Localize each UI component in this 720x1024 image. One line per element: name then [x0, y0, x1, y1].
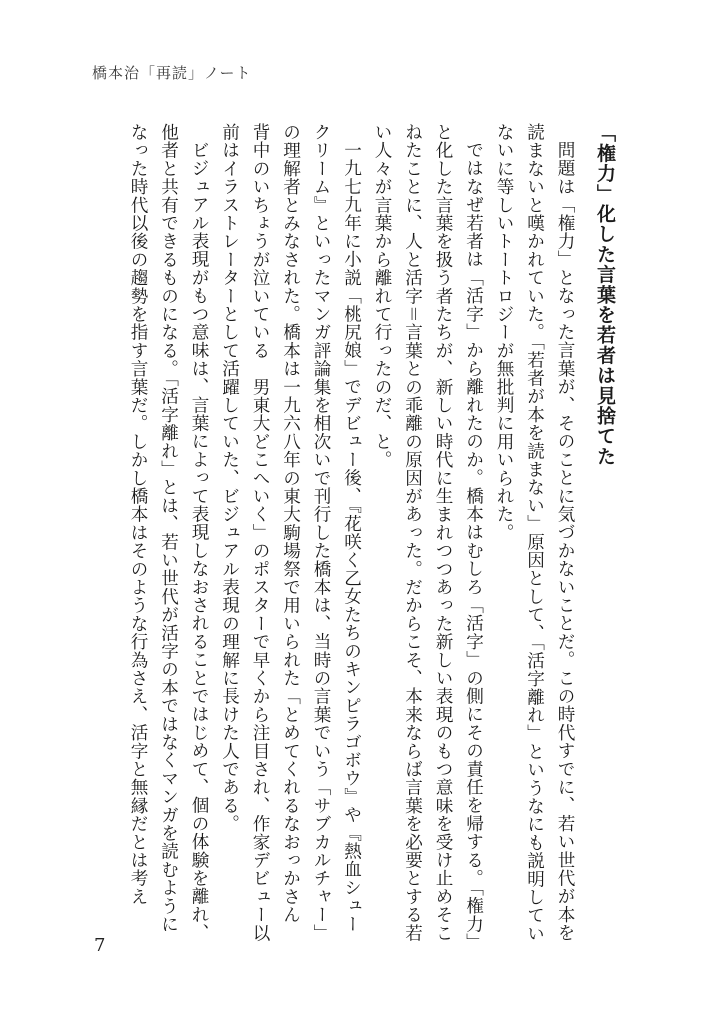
paragraph-1: 問題は「権力」となった言葉が、そのことに気づかないことだ。この時代すでに、若い世代が本を読まないと嘆かれていた。「若者が本を読まない」原因として、「活字離れ」というなにも説明していないに等しいトートロジーが無批判に用いられた。 [494, 123, 575, 943]
paragraph-3: 一九七九年に小説「桃尻娘」でデビュー後、『花咲く乙女たちのキンピラゴボウ』や『熱血シュークリーム』といったマンガ評論集を相次いで刊行した橋本は、当時の言葉でいう「サブカルチャー」の理解者とみなされた。橋本は一九六八年の東大駒場祭で用いられた「とめてくれるなおっかさん 背中のいちょうが泣いている 男東大どこへいく」のポスターで早くから注目され、作家デビュー以前はイラストレーターとして活躍していた、ビジュアル表現の理解に長けた人である。 [219, 123, 362, 943]
section-heading: 「権力」化した言葉を若者は見捨てた [594, 123, 616, 467]
vertical-text-block [123, 123, 623, 943]
paragraph-2: ではなぜ若者は「活字」から離れたのか。橋本はむしろ「活字」の側にその責任を帰する。「権力」と化した言葉を扱う者たちが、新しい時代に生まれつつあった新しい表現のもつ意味を受け止めそこねたことに、人と活字＝言葉との乖離の原因があった。だからこそ、本来ならば言葉を必要とする若い人々が言葉から離れて行ったのだ、と。 [372, 123, 484, 942]
running-header: 橋本治「再読」ノート [92, 64, 252, 82]
paragraph-4: ビジュアル表現がもつ意味は、言葉によって表現しなおされることではじめて、個の体験を離れ、他者と共有できるものになる。「活字離れ」とは、若い世代が活字の本ではなくマンガを読むようになった時代以後の趨勢を指す言葉だ。しかし橋本はそのような行為さえ、活字と無縁だとは考え [128, 123, 209, 942]
page-number: 7 [94, 935, 106, 956]
